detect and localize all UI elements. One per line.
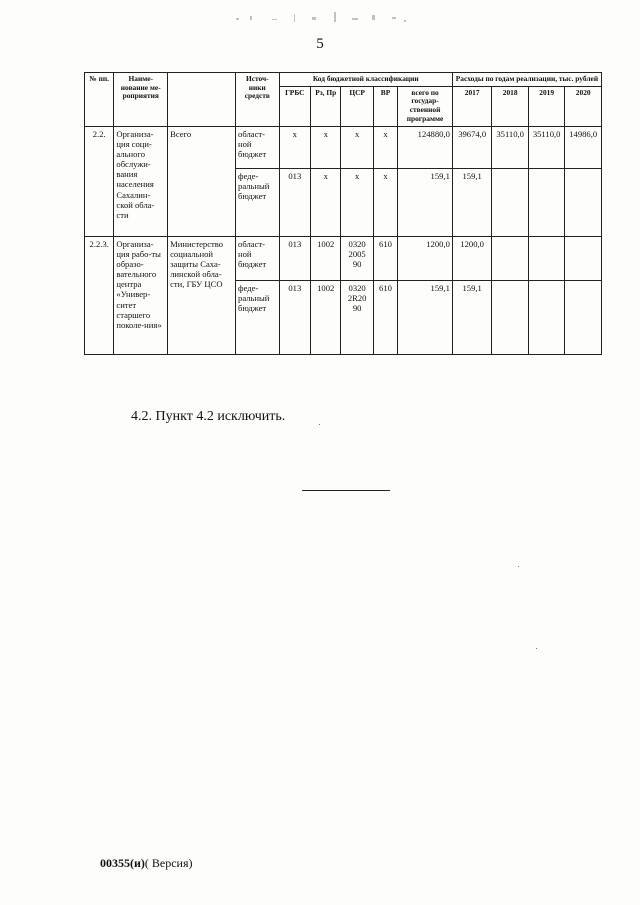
y2018-cell — [492, 168, 528, 236]
scan-artifact — [232, 8, 412, 26]
header-expenses: Расходы по годам реализации, тыс. рублей — [452, 73, 601, 87]
total-cell: 159,1 — [398, 280, 453, 354]
item-number: 2.2.3. — [85, 236, 114, 354]
grbs-cell: 013 — [279, 280, 310, 354]
y2018-cell — [492, 236, 528, 280]
y2017-cell: 1200,0 — [452, 236, 492, 280]
item-name: Организа-ция соци-ального обслужи-вания населения Сахалин-ской обла-сти — [114, 126, 168, 236]
grbs-cell: 013 — [279, 168, 310, 236]
scan-speck — [536, 648, 537, 649]
funding-source: област-ной бюджет — [236, 126, 280, 168]
y2017-cell: 39674,0 — [452, 126, 492, 168]
csr-cell: х — [341, 126, 373, 168]
vr-cell: х — [373, 168, 397, 236]
header-name: Наиме-нование ме-роприятия — [114, 73, 168, 127]
header-budget-classification: Код бюджетной классификации — [279, 73, 452, 87]
amendment-note: 4.2. Пункт 4.2 исключить. — [131, 409, 286, 424]
rzpr-cell: х — [311, 168, 341, 236]
csr-cell: х — [341, 168, 373, 236]
table-row — [85, 126, 602, 168]
header-2018: 2018 — [492, 86, 528, 126]
y2020-cell — [565, 280, 602, 354]
separator-line — [302, 490, 390, 491]
y2017-cell: 159,1 — [452, 168, 492, 236]
vr-cell: 610 — [373, 280, 397, 354]
rzpr-cell: 1002 — [311, 280, 341, 354]
y2019-cell — [528, 236, 564, 280]
rzpr-cell: х — [311, 126, 341, 168]
scan-speck — [518, 566, 519, 567]
total-cell: 1200,0 — [398, 236, 453, 280]
header-num: № пп. — [85, 73, 114, 127]
scan-speck — [319, 424, 320, 425]
header-vr: ВР — [373, 86, 397, 126]
vr-cell: 610 — [373, 236, 397, 280]
y2020-cell — [565, 168, 602, 236]
page-number: 5 — [316, 36, 324, 52]
y2019-cell — [528, 168, 564, 236]
header-csr: ЦСР — [341, 86, 373, 126]
item-executor: Всего — [168, 126, 236, 236]
y2019-cell — [528, 280, 564, 354]
y2019-cell: 35110,0 — [528, 126, 564, 168]
rzpr-cell: 1002 — [311, 236, 341, 280]
funding-source: феде-ральный бюджет — [236, 168, 280, 236]
budget-table — [84, 72, 602, 355]
y2018-cell — [492, 280, 528, 354]
y2020-cell — [565, 236, 602, 280]
vr-cell: х — [373, 126, 397, 168]
csr-cell: 0320 2R20 90 — [341, 280, 373, 354]
funding-source: феде-ральный бюджет — [236, 280, 280, 354]
header-grbs: ГРБС — [279, 86, 310, 126]
header-source: Источ-ники средств — [236, 73, 280, 127]
y2018-cell: 35110,0 — [492, 126, 528, 168]
grbs-cell: х — [279, 126, 310, 168]
item-number: 2.2. — [85, 126, 114, 236]
total-cell: 159,1 — [398, 168, 453, 236]
funding-source: област-ной бюджет — [236, 236, 280, 280]
total-cell: 124880,0 — [398, 126, 453, 168]
item-name: Организа-ция рабо-ты образо-вательного центра «Универ-ситет старшего поколе-ния» — [114, 236, 168, 354]
header-total: всего по государ-ственной программе — [398, 86, 453, 126]
header-2017: 2017 — [452, 86, 492, 126]
document-code: 00355(и) — [100, 856, 145, 870]
y2017-cell: 159,1 — [452, 280, 492, 354]
table-row — [85, 236, 602, 280]
header-executor — [168, 73, 236, 127]
document-version: ( Версия) — [144, 856, 193, 870]
item-executor: Министерство социальной защиты Саха-линской обла-сти, ГБУ ЦСО — [168, 236, 236, 354]
y2020-cell: 14986,0 — [565, 126, 602, 168]
grbs-cell: 013 — [279, 236, 310, 280]
header-2020: 2020 — [565, 86, 602, 126]
header-2019: 2019 — [528, 86, 564, 126]
header-rzpr: Рз, Пр — [311, 86, 341, 126]
document-footer — [100, 856, 193, 871]
csr-cell: 0320 2005 90 — [341, 236, 373, 280]
